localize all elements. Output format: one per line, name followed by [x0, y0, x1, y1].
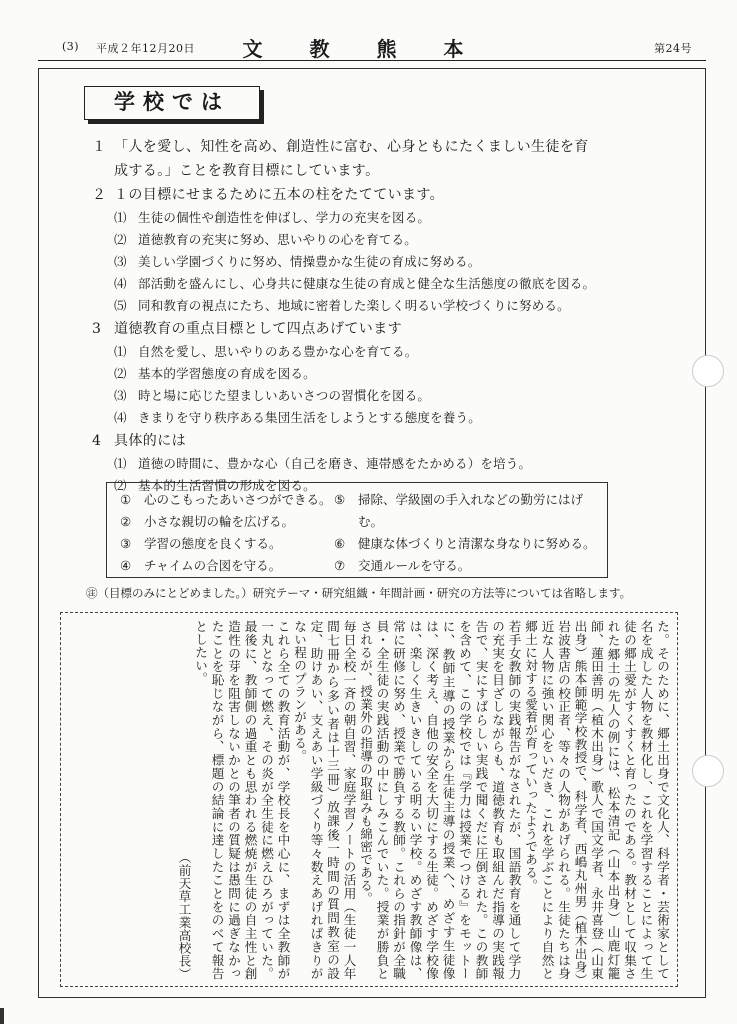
- goal-text: きまりを守り秩序ある集団生活をしようとする態度を養う。: [138, 410, 481, 425]
- point-text: 学習の態度を良くする。: [144, 536, 282, 551]
- pillar-number: ⑶: [114, 254, 127, 269]
- pillar-item: [114, 274, 595, 292]
- item-number: ２: [92, 187, 107, 203]
- point-number: ⑤: [334, 492, 346, 507]
- masthead-title: 文 教 熊 本: [242, 37, 484, 61]
- pillar-item: [114, 230, 417, 248]
- point-number: ⑥: [334, 536, 346, 551]
- goal-number: ⑶: [114, 388, 127, 403]
- practice-point: [120, 534, 282, 552]
- goal-text: 自然を愛し、思いやりのある豊かな心を育てる。: [138, 344, 418, 359]
- item-4: [92, 430, 186, 450]
- item-2: [92, 184, 444, 204]
- practice-point: [120, 556, 281, 574]
- pillar-item: [114, 296, 570, 314]
- goal-text: 時と場に応じた望ましいあいさつの習慣化を図る。: [138, 388, 431, 403]
- moral-goal-item: [114, 364, 316, 382]
- point-number: ⑦: [334, 558, 346, 573]
- item-1: [92, 136, 589, 156]
- concrete-text: 道徳の時間に、豊かな心（自己を磨き、連帯感をたかめる）を培う。: [138, 456, 532, 471]
- item-number: 4: [92, 433, 102, 449]
- practice-point-continued: [334, 512, 383, 530]
- moral-goal-item: [114, 386, 430, 404]
- pillar-number: ⑸: [114, 298, 127, 313]
- item-3: [92, 318, 402, 338]
- header-rule: [38, 60, 706, 61]
- scan-edge-mark: [0, 1008, 4, 1024]
- item-number: １: [92, 139, 107, 155]
- issue-date: 平成２年12月20日: [96, 42, 195, 55]
- goal-text: 基本的学習態度の育成を図る。: [138, 366, 316, 381]
- point-text: 交通ルールを守る。: [358, 558, 471, 573]
- column-paragraph: 若手女教師の実践報告がなされたが、国語教育を通して学力の充実を目ざしながらも、道徳教育も取組んだ指導の実践報告で、実にすばらしい実践で聞くだに圧倒された。この教師を含めて、この学校では『学力は授業でつける』をモットーに、教師主導の授業から生徒主導の授業へ、めざす生徒像は、深く考え、自他の安全を大切にする生徒。めざす学校像は、楽しく生きいきしている明るい学校。めざす教師像は、常に研修に努め、授業で勝負する教師。これらの指針が全職員・全生徒の実践活動の中にしみこんでいた。授業が勝負とされるが、授業外の指導の取組みも綿密である。: [358, 620, 522, 980]
- pillar-text: 生徒の個性や創造性を伸ばし、学力の充実を図る。: [138, 210, 431, 225]
- omission-note: ㊟（目標のみにとどめました。）研究テーマ・研究組織・年間計画・研究の方法等については省略します。: [86, 586, 632, 600]
- point-text: 健康な体づくりと清潔な身なりに努める。: [358, 536, 596, 551]
- point-text: 掃除、学級園の手入れなどの勤労にはげ: [358, 492, 584, 507]
- concrete-number: ⑵: [114, 478, 127, 493]
- item-number: 3: [92, 321, 102, 337]
- goal-number: ⑷: [114, 410, 127, 425]
- practice-point: [334, 556, 470, 574]
- pillar-text: 美しい学園づくりに努め、情操豊かな生徒の育成に努める。: [138, 254, 481, 269]
- page-number: (3): [62, 40, 80, 53]
- item-text: 道徳教育の重点目標として四点あげています: [114, 321, 402, 337]
- moral-goal-item: [114, 342, 417, 360]
- column-paragraph: た。そのために、郷土出身で文化人、科学者・芸術家として名を成した人物を教材化し、これを学習することによって生徒の郷土愛がすくすくと育ったのである。教材として収集された郷土の先人の例には、松本清記（山本出身）山鹿灯籠師、蓮田善明（植木出身）歌人で国文学者、永井喜登（山東出身）熊本師範学校教授で、科学者、西嶋丸州男（植木出身）岩波書店の校正者、等々の人物があげられる。生徒たちは身近な人物に強い関心をいだき、これを学ぶことにより自然と郷土に対する愛着が育っていったようである。: [523, 620, 670, 980]
- point-number: ③: [120, 536, 132, 551]
- pillar-item: [114, 252, 480, 270]
- pillar-text: 部活動を盛んにし、心身共に健康な生徒の育成と健全な生活態度の徹底を図る。: [138, 276, 596, 291]
- practice-point: [120, 490, 332, 508]
- punch-hole: [692, 755, 724, 787]
- item-text: 具体的には: [114, 433, 186, 449]
- pillar-number: ⑵: [114, 232, 127, 247]
- pillar-text: 道徳教育の充実に努め、思いやりの心を育てる。: [138, 232, 417, 247]
- pillar-number: ⑴: [114, 210, 127, 225]
- section-title: 学校では: [84, 86, 260, 120]
- vertical-column: [66, 620, 670, 980]
- practice-point: [120, 512, 294, 530]
- concrete-text: 基本的生活習慣の形成を図る。: [138, 478, 316, 493]
- point-number: ①: [120, 492, 132, 507]
- goal-number: ⑵: [114, 366, 127, 381]
- concrete-number: ⑴: [114, 456, 127, 471]
- point-text: 心のこもったあいさつができる。: [144, 492, 332, 507]
- item-text: 「人を愛し、知性を高め、創造性に富む、心身ともにたくましい生徒を育: [114, 139, 589, 155]
- concrete-item: [114, 454, 531, 472]
- practice-point: [334, 534, 596, 552]
- item-1-continued: 成する。」ことを教育目標にしています。: [114, 163, 380, 179]
- pillar-number: ⑷: [114, 276, 127, 291]
- punch-hole: [692, 355, 724, 387]
- issue-number: 第24号: [654, 42, 692, 55]
- point-text: チャイムの合図を守る。: [144, 558, 282, 573]
- column-paragraph: これら全ての教育活動が、学校長を中心に、まずは全教師が一丸となって燃え、その炎が全生徒に燃えひろがっていた。最後に、教師側の過重とも思われる燃焼が生徒の自主性と創造性の芽を阻害しないかとの筆者の質疑は愚問に過ぎなかったことを恥じながら、標題の結論に達したことをのべて報告としたい。: [193, 620, 291, 980]
- point-text: む。: [358, 514, 384, 529]
- moral-goal-item: [114, 408, 481, 426]
- author-signature: （前天草工業高校長）: [176, 850, 192, 980]
- pillar-item: [114, 208, 430, 226]
- point-number: ②: [120, 514, 132, 529]
- practice-point: [334, 490, 583, 508]
- point-text: 小さな親切の輪を広げる。: [144, 514, 295, 529]
- item-text: １の目標にせまるために五本の柱をたてています。: [114, 187, 445, 203]
- point-number: ④: [120, 558, 132, 573]
- goal-number: ⑴: [114, 344, 127, 359]
- pillar-text: 同和教育の視点にたち、地域に密着した楽しく明るい学校づくりに努める。: [138, 298, 570, 313]
- column-paragraph: 毎日全校一斉の朝自習、家庭学習ノートの活用（生徒一人年間七冊から多い者は十三冊）放課後一時間の質問教室の設定、助けあい、支えあい学級づくり等々数えあげればきりがない程のプランがある。: [292, 620, 357, 980]
